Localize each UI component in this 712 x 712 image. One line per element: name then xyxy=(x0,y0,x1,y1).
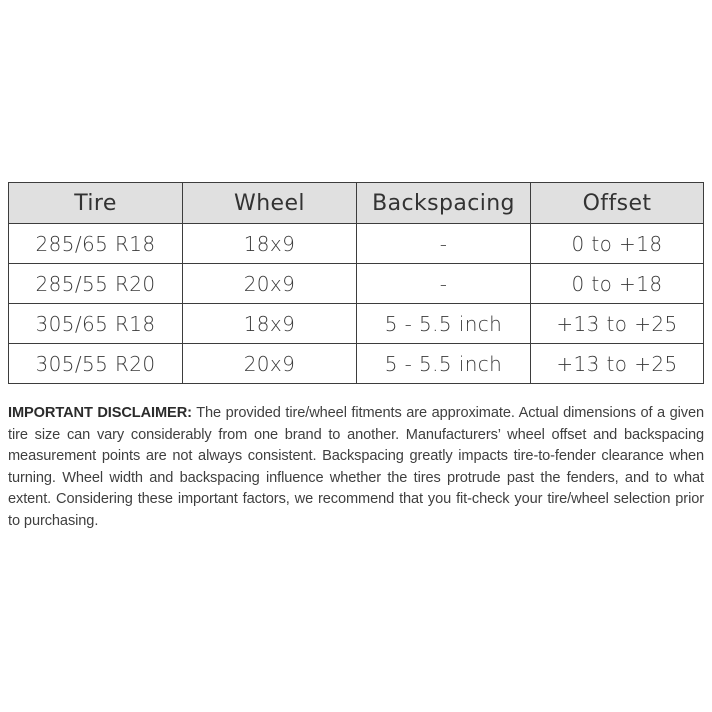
header-backspacing: Backspacing xyxy=(357,183,531,224)
disclaimer-label: IMPORTANT DISCLAIMER: xyxy=(8,405,192,421)
cell-offset: +13 to +25 xyxy=(531,304,704,344)
header-row xyxy=(9,183,704,224)
table-row xyxy=(9,224,704,264)
disclaimer-text: The provided tire/wheel fitments are approximate. Actual dimensions of a given tire size can vary considerably from one brand to another. Manufacturers’ wheel offset and backspacing measurement points are not always consistent. Backspacing greatly impacts tire-to-fender clearance when turning. Wheel width and backspacing influence whether the tires protrude past the fenders, and to what extent. Considering these important factors, we recommend that you fit-check your tire/wheel selection prior to purchasing. xyxy=(8,405,704,529)
disclaimer-paragraph xyxy=(8,403,704,532)
cell-tire: 305/65 R18 xyxy=(9,304,183,344)
cell-wheel: 20x9 xyxy=(183,264,357,304)
cell-tire: 285/65 R18 xyxy=(9,224,183,264)
fitment-table xyxy=(8,182,704,384)
header-offset: Offset xyxy=(531,183,704,224)
header-tire: Tire xyxy=(9,183,183,224)
cell-wheel: 20x9 xyxy=(183,344,357,384)
cell-offset: 0 to +18 xyxy=(531,264,704,304)
cell-wheel: 18x9 xyxy=(183,304,357,344)
cell-backspacing: 5 - 5.5 inch xyxy=(357,304,531,344)
table-header xyxy=(9,183,704,224)
cell-backspacing: - xyxy=(357,224,531,264)
cell-offset: +13 to +25 xyxy=(531,344,704,384)
table-row xyxy=(9,264,704,304)
cell-backspacing: - xyxy=(357,264,531,304)
cell-backspacing: 5 - 5.5 inch xyxy=(357,344,531,384)
cell-offset: 0 to +18 xyxy=(531,224,704,264)
header-wheel: Wheel xyxy=(183,183,357,224)
table-body xyxy=(9,224,704,384)
table-row xyxy=(9,304,704,344)
cell-tire: 285/55 R20 xyxy=(9,264,183,304)
table-row xyxy=(9,344,704,384)
cell-wheel: 18x9 xyxy=(183,224,357,264)
cell-tire: 305/55 R20 xyxy=(9,344,183,384)
